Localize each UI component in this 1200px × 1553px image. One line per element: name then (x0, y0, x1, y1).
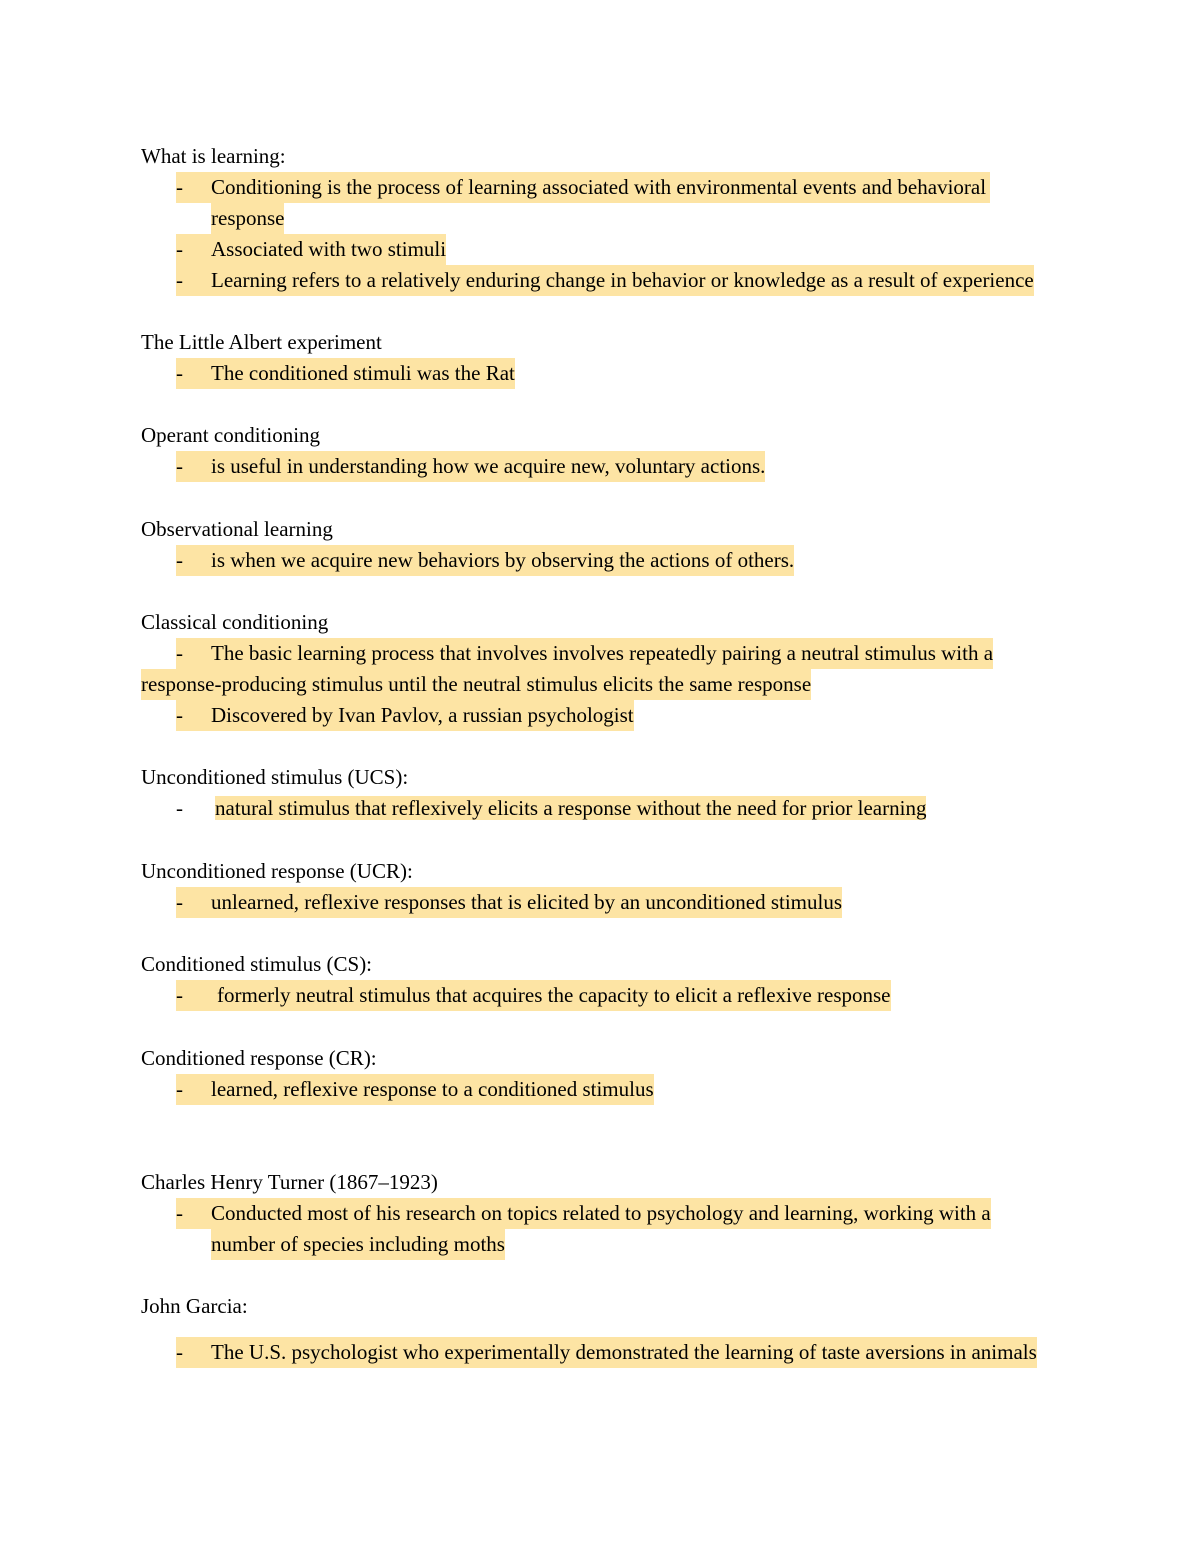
bullet-item (176, 1337, 1037, 1368)
bullet-item (176, 887, 842, 918)
bullet-text: The basic learning process that involves involves repeatedly pairing a neutral stimulus with a (211, 641, 994, 665)
bullet-dash: - (176, 1201, 183, 1225)
section-heading: John Garcia: (141, 1294, 248, 1318)
bullet-text-continuation: response-producing stimulus until the neutral stimulus elicits the same response (141, 669, 811, 700)
bullet-dash: - (176, 796, 183, 820)
section-heading: Conditioned response (CR): (141, 1046, 377, 1070)
bullet-item (176, 1198, 991, 1229)
bullet-dash: - (176, 175, 183, 199)
bullet-text: is useful in understanding how we acquire new, voluntary actions. (211, 454, 766, 478)
bullet-text-continuation: response (211, 203, 284, 234)
bullet-text: The conditioned stimuli was the Rat (211, 361, 515, 385)
bullet-item (176, 545, 794, 576)
section-heading: Conditioned stimulus (CS): (141, 952, 373, 976)
bullet-text: Learning refers to a relatively enduring change in behavior or knowledge as a result of experience (211, 268, 1034, 292)
section-heading: Observational learning (141, 517, 333, 541)
bullet-dash: - (176, 548, 183, 572)
bullet-text: is when we acquire new behaviors by observing the actions of others. (211, 548, 795, 572)
bullet-item (176, 1074, 654, 1105)
bullet-dash: - (176, 454, 183, 478)
bullet-text: Discovered by Ivan Pavlov, a russian psychologist (211, 703, 634, 727)
bullet-text: learned, reflexive response to a conditioned stimulus (211, 1077, 654, 1101)
bullet-item (176, 265, 1034, 296)
bullet-item (176, 793, 926, 824)
bullet-item (176, 451, 765, 482)
bullet-dash: - (176, 890, 183, 914)
section-heading: Operant conditioning (141, 423, 321, 447)
section-heading: Classical conditioning (141, 610, 329, 634)
bullet-item (176, 638, 993, 669)
bullet-item (176, 172, 990, 203)
bullet-text: Conducted most of his research on topics related to psychology and learning, working with a (211, 1201, 991, 1225)
bullet-text: natural stimulus that reflexively elicits a response without the need for prior learning (215, 796, 927, 820)
bullet-text-continuation: number of species including moths (211, 1229, 505, 1260)
bullet-dash: - (176, 237, 183, 261)
section-heading: Unconditioned stimulus (UCS): (141, 765, 409, 789)
bullet-text: formerly neutral stimulus that acquires the capacity to elicit a reflexive response (217, 983, 891, 1007)
section-heading: Unconditioned response (UCR): (141, 859, 413, 883)
bullet-item (176, 234, 446, 265)
bullet-dash: - (176, 1077, 183, 1101)
bullet-text: Associated with two stimuli (211, 237, 447, 261)
bullet-item (176, 358, 515, 389)
bullet-dash: - (176, 983, 183, 1007)
bullet-text: unlearned, reflexive responses that is elicited by an unconditioned stimulus (211, 890, 843, 914)
section-heading: What is learning: (141, 144, 286, 168)
bullet-text: The U.S. psychologist who experimentally demonstrated the learning of taste aversions in animals (211, 1340, 1037, 1364)
bullet-dash: - (176, 641, 183, 665)
bullet-text: Conditioning is the process of learning associated with environmental events and behavioral (211, 175, 987, 199)
bullet-item (176, 980, 891, 1011)
bullet-dash: - (176, 703, 183, 727)
bullet-dash: - (176, 1340, 183, 1364)
bullet-dash: - (176, 268, 183, 292)
bullet-item (176, 700, 634, 731)
bullet-dash: - (176, 361, 183, 385)
section-heading: Charles Henry Turner (1867–1923) (141, 1170, 438, 1194)
section-heading: The Little Albert experiment (141, 330, 382, 354)
